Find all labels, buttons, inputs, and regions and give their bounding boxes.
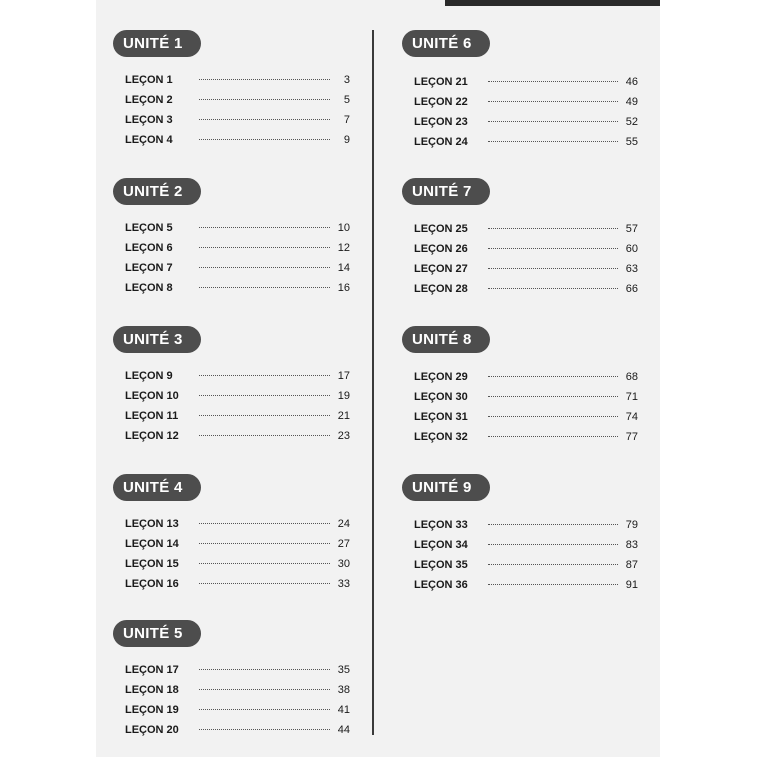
unit-badge: UNITÉ 9 bbox=[402, 474, 490, 501]
lesson-label: LEÇON 1 bbox=[125, 74, 173, 86]
dot-leader bbox=[199, 267, 330, 268]
lesson-page: 10 bbox=[337, 222, 350, 234]
lesson-label: LEÇON 2 bbox=[125, 94, 173, 106]
lesson-row bbox=[125, 222, 350, 238]
lesson-page: 79 bbox=[625, 519, 638, 531]
lesson-page: 66 bbox=[625, 283, 638, 295]
dot-leader bbox=[488, 396, 618, 397]
lesson-page: 52 bbox=[625, 116, 638, 128]
lesson-row bbox=[414, 519, 638, 535]
lesson-row bbox=[414, 539, 638, 555]
lesson-label: LEÇON 22 bbox=[414, 96, 468, 108]
lesson-row bbox=[414, 559, 638, 575]
dot-leader bbox=[488, 141, 618, 142]
lesson-label: LEÇON 36 bbox=[414, 579, 468, 591]
lesson-row bbox=[125, 410, 350, 426]
lesson-page: 30 bbox=[337, 558, 350, 570]
lesson-page: 17 bbox=[337, 370, 350, 382]
lesson-row bbox=[125, 390, 350, 406]
lesson-page: 27 bbox=[337, 538, 350, 550]
dot-leader bbox=[488, 416, 618, 417]
dot-leader bbox=[199, 415, 330, 416]
lesson-row bbox=[125, 430, 350, 446]
dot-leader bbox=[199, 669, 330, 670]
dot-leader bbox=[199, 139, 330, 140]
dot-leader bbox=[488, 228, 618, 229]
dot-leader bbox=[488, 81, 618, 82]
lesson-page: 44 bbox=[337, 724, 350, 736]
lesson-page: 87 bbox=[625, 559, 638, 571]
lesson-page: 24 bbox=[337, 518, 350, 530]
dot-leader bbox=[488, 376, 618, 377]
dot-leader bbox=[199, 79, 330, 80]
unit-badge: UNITÉ 3 bbox=[113, 326, 201, 353]
lesson-label: LEÇON 10 bbox=[125, 390, 179, 402]
lesson-row bbox=[414, 76, 638, 92]
lesson-row bbox=[125, 518, 350, 534]
lesson-label: LEÇON 3 bbox=[125, 114, 173, 126]
lesson-row bbox=[125, 262, 350, 278]
lesson-row bbox=[414, 283, 638, 299]
dot-leader bbox=[488, 564, 618, 565]
lesson-page: 68 bbox=[625, 371, 638, 383]
lesson-label: LEÇON 7 bbox=[125, 262, 173, 274]
lesson-label: LEÇON 31 bbox=[414, 411, 468, 423]
lesson-page: 77 bbox=[625, 431, 638, 443]
dot-leader bbox=[488, 436, 618, 437]
lesson-label: LEÇON 8 bbox=[125, 282, 173, 294]
lesson-row bbox=[125, 578, 350, 594]
lesson-row bbox=[125, 724, 350, 740]
lesson-label: LEÇON 26 bbox=[414, 243, 468, 255]
lesson-row bbox=[125, 664, 350, 680]
lesson-row bbox=[125, 558, 350, 574]
lesson-row bbox=[125, 242, 350, 258]
dot-leader bbox=[199, 563, 330, 564]
lesson-page: 38 bbox=[337, 684, 350, 696]
lesson-row bbox=[125, 74, 350, 90]
lesson-label: LEÇON 4 bbox=[125, 134, 173, 146]
lesson-label: LEÇON 11 bbox=[125, 410, 179, 422]
lesson-row bbox=[414, 136, 638, 152]
lesson-label: LEÇON 17 bbox=[125, 664, 179, 676]
unit-badge: UNITÉ 7 bbox=[402, 178, 490, 205]
dot-leader bbox=[199, 729, 330, 730]
unit-badge: UNITÉ 5 bbox=[113, 620, 201, 647]
lesson-label: LEÇON 5 bbox=[125, 222, 173, 234]
lesson-page: 83 bbox=[625, 539, 638, 551]
dot-leader bbox=[199, 435, 330, 436]
lesson-label: LEÇON 15 bbox=[125, 558, 179, 570]
dot-leader bbox=[488, 584, 618, 585]
lesson-page: 14 bbox=[337, 262, 350, 274]
dot-leader bbox=[199, 543, 330, 544]
dot-leader bbox=[199, 395, 330, 396]
lesson-label: LEÇON 19 bbox=[125, 704, 179, 716]
dot-leader bbox=[488, 121, 618, 122]
lesson-page: 23 bbox=[337, 430, 350, 442]
dot-leader bbox=[488, 288, 618, 289]
lesson-row bbox=[125, 704, 350, 720]
lesson-page: 16 bbox=[337, 282, 350, 294]
unit-badge: UNITÉ 8 bbox=[402, 326, 490, 353]
lesson-label: LEÇON 34 bbox=[414, 539, 468, 551]
lesson-row bbox=[414, 391, 638, 407]
lesson-row bbox=[125, 134, 350, 150]
lesson-row bbox=[414, 223, 638, 239]
column-divider bbox=[372, 30, 374, 735]
lesson-row bbox=[414, 96, 638, 112]
lesson-label: LEÇON 13 bbox=[125, 518, 179, 530]
lesson-label: LEÇON 6 bbox=[125, 242, 173, 254]
lesson-label: LEÇON 20 bbox=[125, 724, 179, 736]
lesson-row bbox=[414, 579, 638, 595]
lesson-label: LEÇON 28 bbox=[414, 283, 468, 295]
unit-badge: UNITÉ 2 bbox=[113, 178, 201, 205]
lesson-page: 71 bbox=[625, 391, 638, 403]
lesson-label: LEÇON 16 bbox=[125, 578, 179, 590]
dot-leader bbox=[488, 268, 618, 269]
lesson-label: LEÇON 18 bbox=[125, 684, 179, 696]
lesson-page: 35 bbox=[337, 664, 350, 676]
dot-leader bbox=[199, 119, 330, 120]
lesson-row bbox=[414, 371, 638, 387]
lesson-page: 57 bbox=[625, 223, 638, 235]
dot-leader bbox=[488, 101, 618, 102]
lesson-row bbox=[414, 411, 638, 427]
lesson-page: 5 bbox=[343, 94, 350, 106]
lesson-page: 33 bbox=[337, 578, 350, 590]
header-bar bbox=[445, 0, 660, 6]
dot-leader bbox=[199, 287, 330, 288]
dot-leader bbox=[199, 523, 330, 524]
lesson-label: LEÇON 32 bbox=[414, 431, 468, 443]
lesson-label: LEÇON 14 bbox=[125, 538, 179, 550]
lesson-page: 12 bbox=[337, 242, 350, 254]
lesson-label: LEÇON 29 bbox=[414, 371, 468, 383]
lesson-page: 55 bbox=[625, 136, 638, 148]
lesson-page: 7 bbox=[343, 114, 350, 126]
lesson-row bbox=[414, 431, 638, 447]
lesson-page: 60 bbox=[625, 243, 638, 255]
dot-leader bbox=[199, 583, 330, 584]
lesson-label: LEÇON 35 bbox=[414, 559, 468, 571]
lesson-page: 74 bbox=[625, 411, 638, 423]
unit-badge: UNITÉ 1 bbox=[113, 30, 201, 57]
lesson-row bbox=[125, 684, 350, 700]
lesson-page: 19 bbox=[337, 390, 350, 402]
dot-leader bbox=[488, 248, 618, 249]
lesson-page: 3 bbox=[343, 74, 350, 86]
lesson-row bbox=[125, 114, 350, 130]
dot-leader bbox=[199, 375, 330, 376]
dot-leader bbox=[199, 227, 330, 228]
lesson-row bbox=[125, 370, 350, 386]
dot-leader bbox=[199, 709, 330, 710]
lesson-page: 49 bbox=[625, 96, 638, 108]
dot-leader bbox=[199, 689, 330, 690]
dot-leader bbox=[199, 99, 330, 100]
lesson-label: LEÇON 27 bbox=[414, 263, 468, 275]
dot-leader bbox=[488, 524, 618, 525]
lesson-page: 63 bbox=[625, 263, 638, 275]
lesson-label: LEÇON 30 bbox=[414, 391, 468, 403]
lesson-row bbox=[125, 538, 350, 554]
dot-leader bbox=[199, 247, 330, 248]
lesson-row bbox=[125, 94, 350, 110]
lesson-row bbox=[414, 243, 638, 259]
lesson-label: LEÇON 23 bbox=[414, 116, 468, 128]
lesson-label: LEÇON 33 bbox=[414, 519, 468, 531]
lesson-page: 9 bbox=[343, 134, 350, 146]
lesson-label: LEÇON 25 bbox=[414, 223, 468, 235]
lesson-label: LEÇON 21 bbox=[414, 76, 468, 88]
lesson-label: LEÇON 24 bbox=[414, 136, 468, 148]
lesson-page: 41 bbox=[337, 704, 350, 716]
lesson-page: 21 bbox=[337, 410, 350, 422]
dot-leader bbox=[488, 544, 618, 545]
lesson-page: 46 bbox=[625, 76, 638, 88]
lesson-label: LEÇON 9 bbox=[125, 370, 173, 382]
unit-badge: UNITÉ 4 bbox=[113, 474, 201, 501]
lesson-row bbox=[414, 263, 638, 279]
lesson-row bbox=[414, 116, 638, 132]
lesson-page: 91 bbox=[625, 579, 638, 591]
lesson-label: LEÇON 12 bbox=[125, 430, 179, 442]
lesson-row bbox=[125, 282, 350, 298]
unit-badge: UNITÉ 6 bbox=[402, 30, 490, 57]
